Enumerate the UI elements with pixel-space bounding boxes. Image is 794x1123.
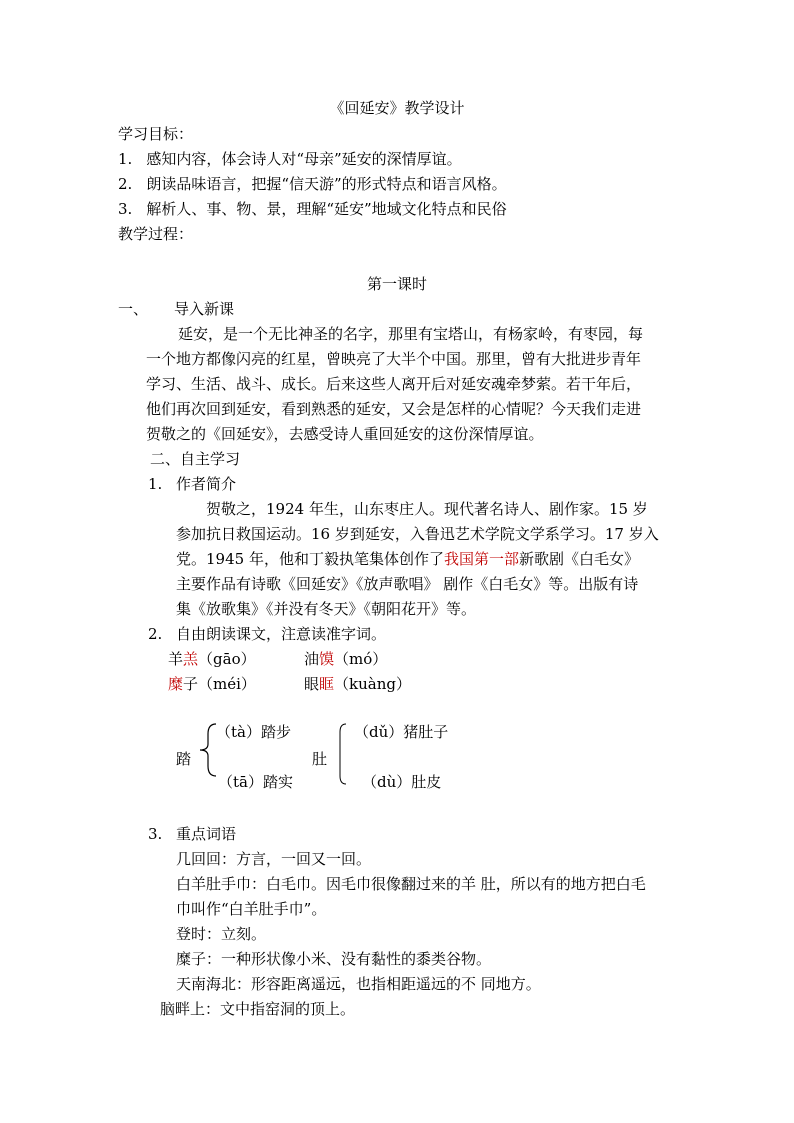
goal-item-1 — [118, 149, 462, 169]
goal-text: 朗读品味语言，把握“信天游”的形式特点和语言风格。 — [146, 175, 507, 193]
document-title: 《回延安》教学设计 — [329, 99, 465, 117]
author-line: 贺敬之，1924 年生，山东枣庄人。现代著名诗人、剧作家。15 岁 — [206, 500, 648, 518]
item2-title: 自由朗读课文，注意读准字词。 — [176, 625, 387, 643]
author-text: 党。1945 年，他和丁毅执笔集体创作了 — [176, 550, 444, 568]
goal-item-3 — [118, 199, 507, 219]
goal-num: 3. — [118, 200, 133, 218]
goal-num: 2. — [118, 175, 133, 193]
polyphone-reading: （dǔ）猪肚子 — [354, 723, 449, 741]
item3-title: 重点词语 — [176, 825, 237, 843]
item2-num: 2. — [148, 625, 163, 643]
item1-title: 作者简介 — [176, 475, 237, 493]
highlight-text: 我国第一部 — [443, 550, 519, 568]
polyphone-char-ta: 踏 — [176, 750, 192, 768]
vocab-word: 糜子（méi） — [168, 675, 256, 693]
author-line: 参加抗日救国运动。16 岁到延安，入鲁迅艺术学院文学系学习。17 岁入 — [176, 525, 659, 543]
section1-num: 一、 — [118, 300, 149, 318]
polyphone-char-du: 肚 — [312, 750, 328, 768]
goals-heading: 学习目标： — [118, 125, 194, 143]
polyphone-reading: （dù）肚皮 — [362, 773, 442, 791]
vocab-word: 油馍（mó） — [304, 650, 388, 668]
vocab-word: 羊羔（gāo） — [168, 650, 256, 668]
section1-para-line: 学习、生活、战斗、成长。后来这些人离开后对延安魂牵梦萦。若干年后， — [146, 375, 642, 393]
process-heading: 教学过程： — [118, 225, 194, 243]
section1-para-line: 他们再次回到延安，看到熟悉的延安，又会是怎样的心情呢？今天我们走进 — [146, 400, 642, 418]
term-definition: 白羊肚手巾：白毛巾。因毛巾很像翻过来的羊 肚，所以有的地方把白毛 — [176, 875, 646, 893]
polyphone-reading: （tà）踏步 — [216, 723, 291, 741]
goal-item-2 — [118, 174, 507, 194]
section1-para-line: 贺敬之的《回延安》，去感受诗人重回延安的这份深情厚谊。 — [146, 425, 544, 443]
lesson-title: 第一课时 — [366, 275, 427, 293]
vocab-word: 眼眶（kuàng） — [304, 675, 411, 693]
author-text: 新歌剧《白毛女》 — [518, 550, 639, 568]
goal-text: 解析人、事、物、景，理解“延安”地域文化特点和民俗 — [146, 200, 507, 218]
term-definition: 天南海北：形容距离遥远，也指相距遥远的不 同地方。 — [176, 975, 541, 993]
section1-para-line: 一个地方都像闪亮的红星，曾映亮了大半个中国。那里，曾有大批进步青年 — [146, 350, 642, 368]
term-definition: 糜子：一种形状像小米、没有黏性的黍类谷物。 — [176, 950, 492, 968]
left-bracket-icon — [334, 720, 348, 786]
term-definition: 几回回：方言，一回又一回。 — [176, 850, 372, 868]
term-definition: 巾叫作“白羊肚手巾”。 — [176, 900, 327, 918]
author-line: 主要作品有诗歌《回延安》《放声歌唱》 剧作《白毛女》等。出版有诗 — [176, 575, 639, 593]
goal-num: 1. — [118, 150, 133, 168]
section1-title: 导入新课 — [174, 300, 235, 318]
polyphone-reading: （tā）踏实 — [218, 773, 293, 791]
goal-text: 感知内容，体会诗人对“母亲”延安的深情厚谊。 — [146, 150, 462, 168]
author-line-3 — [176, 549, 639, 569]
term-definition: 脑畔上：文中指窑洞的顶上。 — [160, 1000, 356, 1018]
term-definition: 登时：立刻。 — [176, 925, 267, 943]
section2-title: 二、自主学习 — [150, 450, 241, 468]
item3-num: 3. — [148, 825, 163, 843]
section1-para-line: 延安，是一个无比神圣的名字，那里有宝塔山，有杨家岭，有枣园，每 — [178, 325, 644, 343]
left-brace-icon — [198, 722, 218, 778]
author-line: 集《放歌集》《并没有冬天》《朝阳花开》等。 — [176, 600, 477, 618]
item1-num: 1. — [148, 475, 163, 493]
